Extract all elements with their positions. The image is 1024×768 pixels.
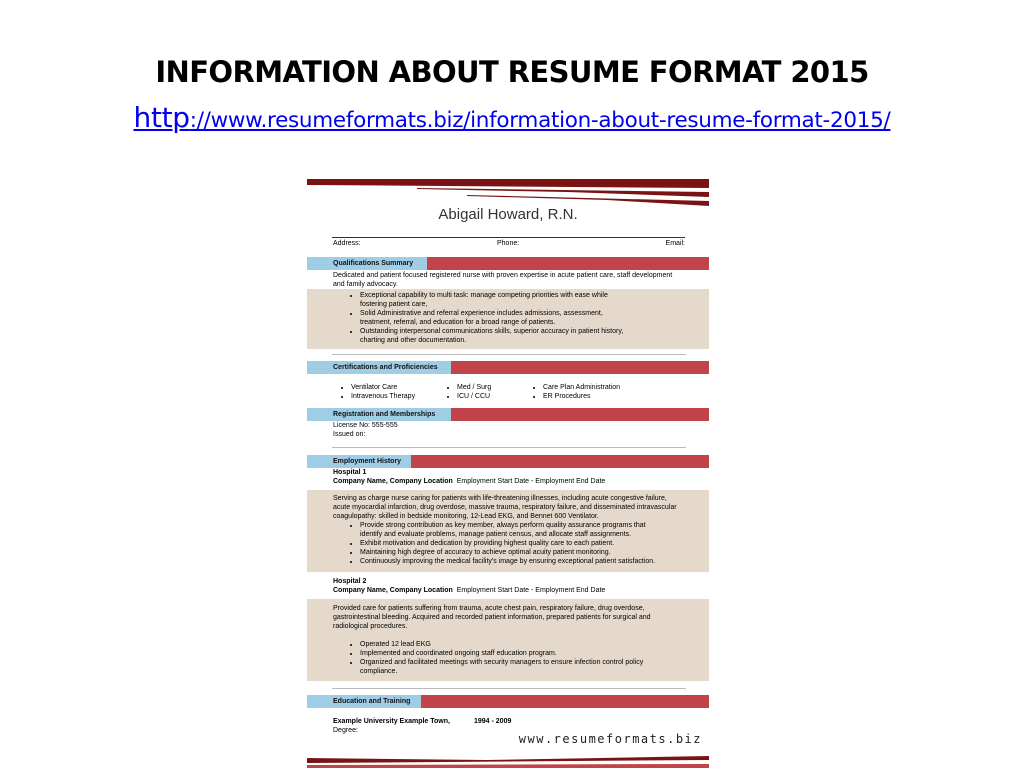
- list-item: • Maintaining high degree of accuracy to achieve optimal acuity patient monitoring.: [360, 548, 665, 557]
- list-item: • Organized and facilitated meetings with security managers to ensure infection control policy compliance.: [360, 658, 655, 676]
- list-item: • Operated 12 lead EKG: [360, 640, 655, 649]
- list-item: • ER Procedures: [543, 392, 620, 401]
- list-item: • ICU / CCU: [457, 392, 491, 401]
- divider: [332, 688, 686, 689]
- list-item: • Implemented and coordinated ongoing staff education program.: [360, 649, 655, 658]
- link-rest: ://www.resumeformats.biz/information-about-resume-format-2015/: [189, 108, 891, 133]
- resume-format-link[interactable]: [0, 100, 1024, 139]
- license-number: License No: 555-555: [333, 422, 398, 429]
- education-header: [307, 695, 709, 708]
- list-item: • Solid Administrative and referral experience includes admissions, assessment, treatment, referral, and education for a broad range of patients.: [360, 309, 633, 327]
- job-company-row: [333, 477, 685, 486]
- list-item: • Outstanding interpersonal communications skills, superior accuracy in patient history, charting and other documentation.: [360, 327, 633, 345]
- resume-bottom-stripes: [307, 754, 709, 768]
- registration-header: [307, 408, 709, 421]
- employment-heading: Employment History: [333, 458, 402, 465]
- divider: [332, 447, 686, 448]
- watermark: www.resumeformats.biz: [518, 732, 702, 746]
- list-item: • Provide strong contribution as key member, always perform quality assurance programs that identify and evaluate problems, manage patient census, and allocate staff assignments.: [360, 521, 665, 539]
- resume-name: Abigail Howard, R.N.: [438, 206, 578, 223]
- job-dates: Employment Start Date - Employment End Date: [456, 478, 606, 485]
- issued-on: Issued on:: [333, 431, 366, 438]
- qualifications-summary: Dedicated and patient focused registered nurse with proven expertise in acute patient care, staff development and family advocacy.: [333, 272, 673, 288]
- qualifications-list: [333, 291, 633, 345]
- certifications-list: [333, 383, 685, 403]
- list-item: • Intravenous Therapy: [351, 392, 415, 401]
- list-item: • Continuously improving the medical facility's image by ensuring exceptional patient satisfaction.: [360, 557, 665, 566]
- certifications-heading: Certifications and Proficiencies: [333, 364, 438, 371]
- education-heading: Education and Training: [333, 698, 411, 705]
- qualifications-heading: Qualifications Summary: [333, 260, 414, 267]
- list-item: • Care Plan Administration: [543, 383, 620, 392]
- registration-heading: Registration and Memberships: [333, 411, 436, 418]
- job-title: Hospital 1: [333, 469, 367, 476]
- job-company-row: [333, 586, 685, 595]
- job-title: Hospital 2: [333, 578, 367, 585]
- job-company: Company Name, Company Location: [333, 587, 453, 594]
- address-label: Address:: [333, 240, 361, 247]
- education-school: Example University Example Town,: [333, 718, 450, 725]
- job-summary: Provided care for patients suffering from trauma, acute chest pain, respiratory failure, drug overdose, gastrointestinal bleeding. Acquired and recorded patient information, prepared patients for surgical and radiological procedures.: [333, 605, 651, 630]
- list-item: • Ventilator Care: [351, 383, 415, 392]
- education-years: 1994 - 2009: [474, 718, 512, 725]
- qualifications-header: [307, 257, 709, 270]
- job-description: [333, 604, 685, 676]
- job-dates: Employment Start Date - Employment End Date: [456, 587, 606, 594]
- link-lead: http: [133, 101, 190, 134]
- list-item: • Med / Surg: [457, 383, 491, 392]
- list-item: • Exceptional capability to multi task: manage competing priorities with ease while fostering patient care,: [360, 291, 633, 309]
- certifications-header: [307, 361, 709, 374]
- resume-image: [307, 179, 709, 768]
- contact-divider: [332, 237, 685, 238]
- list-item: • Exhibit motivation and dedication by providing highest quality care to each patient.: [360, 539, 665, 548]
- job-description: [333, 494, 685, 566]
- email-label: Email:: [665, 240, 685, 247]
- employment-header: [307, 455, 709, 468]
- slide-title: INFORMATION ABOUT RESUME FORMAT 2015: [155, 55, 869, 89]
- education-degree: Degree:: [333, 727, 358, 734]
- job-summary: Serving as charge nurse caring for patients with life-threatening illnesses, including acute congestive failure, acute myocardial infarction, drug overdose, massive trauma, respiratory failure, and disseminated intravascular coagulopathy: skilled in bedside monitoring, 12-Lead EKG, and Bennet 600 Ventilator.: [333, 495, 677, 520]
- job-company: Company Name, Company Location: [333, 478, 453, 485]
- education-school-row: [333, 717, 685, 726]
- divider: [332, 354, 686, 355]
- resume-top-stripes: [307, 179, 709, 209]
- phone-label: Phone:: [497, 240, 520, 247]
